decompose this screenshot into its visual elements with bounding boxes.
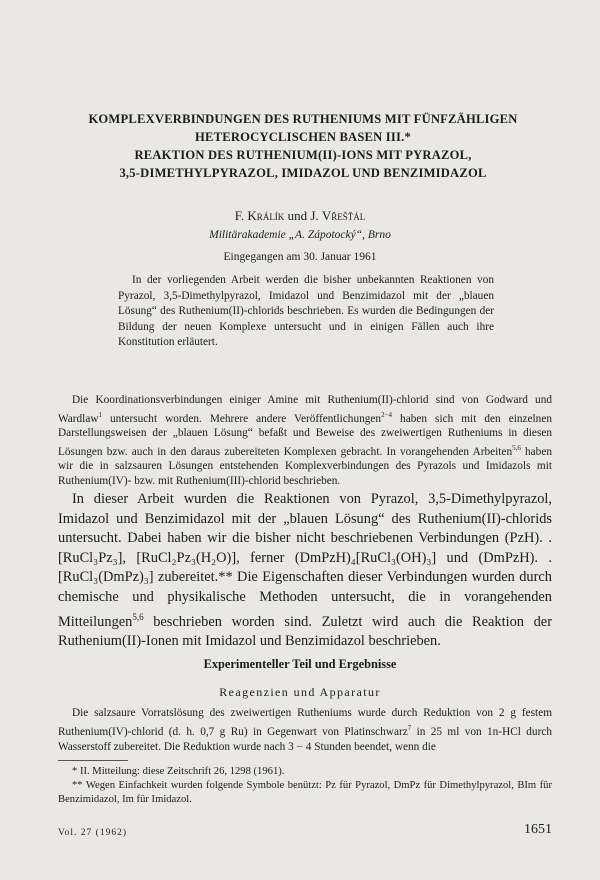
footnote: ** Wegen Einfachkeit wurden folgende Symbole benützt: Pz für Pyrazol, DmPz für Dimethylpyrazol, BIm für Benzimidazol, Im für Imidazol.: [58, 780, 552, 805]
experimental-paragraph: [58, 706, 552, 755]
reference-sup: 1: [98, 410, 102, 419]
page-number: 1651: [524, 822, 552, 837]
body-paragraph: [58, 490, 552, 652]
author-name: Vřešťál: [321, 208, 366, 223]
text-run: beschrieben worden sind. Zuletzt wird auch die Reaktion der Ruthenium(II)-Ionen mit Imidazol und Benzimidazol beschrieben.: [58, 613, 552, 649]
abstract: In der vorliegenden Arbeit werden die bisher unbekannten Reaktionen von Pyrazol, 3,5-Dimethylpyrazol, Imidazol und Benzimidazol mit der „blauen Lösung“ des Ruthenium(II)-chlorids beschrieben. Es wurden die Bedingungen der Bildung der neuen Komplexe untersucht und in einigen Fällen auch ihre Konstitution erläutert.: [118, 274, 494, 349]
section-heading: Experimenteller Teil und Ergebnisse: [203, 657, 397, 671]
reference-sup: 5,6: [512, 443, 521, 452]
text-run: untersucht worden. Mehrere andere Veröffentlichungen: [102, 412, 382, 425]
author-name: Králík: [247, 208, 285, 223]
text-run: in 25 ml von 1n-HCl durch Wasserstoff zubereitet. Die Reduktion wurde nach 3 − 4 Stunden beendet, wenn die: [58, 725, 552, 753]
authors: [0, 208, 600, 224]
text-run: In dieser Arbeit wurden die Reaktionen von Pyrazol, 3,5-Dimethylpyrazol, Imidazol und Benzimidazol mit der „blauen Lösung“ des Ruthenium(II)-chlorids untersucht. Dabei haben wir die bisher nicht beschriebenen Verbindungen (PzH). .[RuCl₃Pz₃], [RuCl₂Pz₃(H₂O)], ferner (DmPzH)₄[RuCl₃(OH)₃] und (DmPzH). .[RuCl₃(DmPz)₃] zubereitet.** Die Eigenschaften dieser Verbindungen wurden durch chemische und physikalische Methoden untersucht, die in vorangehenden Mitteilungen: [58, 491, 552, 630]
article-title: [56, 110, 550, 182]
text-run: haben wir die in salzsauren Lösungen entstehenden Komplexverbindungen des Pyrazols und Imidazols mit Ruthenium(IV)- bzw. mit Ruthenium(III)-chlorid beschrieben.: [58, 445, 552, 487]
received-date: Eingegangen am 30. Januar 1961: [223, 251, 377, 263]
text-run: haben sich mit den einzelnen Darstellungsweisen der „blauen Lösung“ befaßt und Beweise des zweiwertigen Rutheniums in diesen Lösungen bzw. auch in den daraus zubereiteten Komplexen gebracht. In vorangehenden Arbeiten: [58, 412, 552, 458]
footnotes: [58, 765, 552, 807]
title-line: REAKTION DES RUTHENIUM(II)-IONS MIT PYRAZOL,: [134, 148, 472, 162]
reference-sup: 7: [407, 724, 412, 732]
title-line: KOMPLEXVERBINDUNGEN DES RUTHENIUMS MIT FÜNFZÄHLIGEN: [88, 112, 518, 126]
affiliation: Militärakademie „A. Zápotocký“, Brno: [209, 229, 391, 241]
subsection-heading: Reagenzien und Apparatur: [219, 685, 381, 699]
title-line: 3,5-DIMETHYLPYRAZOL, IMIDAZOL UND BENZIMIDAZOL: [119, 166, 487, 180]
text-run: Die Koordinationsverbindungen einiger Amine mit Ruthenium(II)-chlorid sind von Godward und Wardlaw: [58, 394, 552, 425]
intro-paragraph: [58, 393, 552, 488]
text-run: Die salzsaure Vorratslösung des zweiwertigen Rutheniums wurde durch Reduktion von 2 g festem Ruthenium(IV)-chlorid (d. h. 0,7 g Ru) in Gegenwart von Platinschwarz: [58, 707, 552, 738]
title-line: HETEROCYCLISCHEN BASEN III.*: [195, 130, 411, 144]
footnote: * II. Mitteilung: diese Zeitschrift 26, 1298 (1961).: [72, 766, 285, 777]
reference-sup: 5,6: [132, 611, 144, 622]
reference-sup: 2−4: [381, 410, 393, 419]
journal-volume: Vol. 27 (1962): [58, 828, 127, 838]
author-conjunction: und J.: [284, 208, 322, 223]
footnote-divider: [58, 760, 128, 761]
author-initial: F.: [234, 208, 248, 223]
